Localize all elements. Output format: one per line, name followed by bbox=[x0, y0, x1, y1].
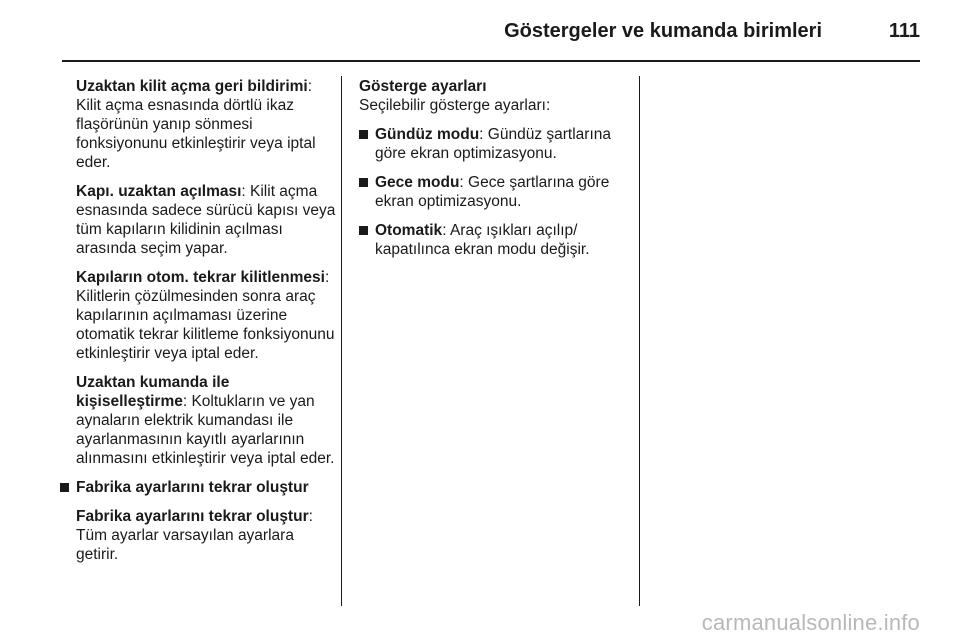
term: Uzaktan kumanda ile kişiselleştirme bbox=[76, 374, 230, 410]
page-number: 111 bbox=[888, 20, 920, 42]
column-divider-right bbox=[639, 76, 640, 606]
bullet-square-icon bbox=[60, 483, 69, 492]
bullet-item-factory-reset bbox=[60, 478, 338, 497]
header-title: Göstergeler ve kumanda birimleri bbox=[504, 20, 822, 42]
paragraph-factory-reset bbox=[76, 507, 338, 564]
term: Uzaktan kilit açma geri bildirimi bbox=[76, 78, 308, 95]
description: : Araç ışıkları açılıp/ kapatılınca ekran modu değişir. bbox=[375, 222, 590, 258]
left-column bbox=[76, 77, 338, 574]
description: : Kilitlerin çözülmesinden sonra araç kapılarının açılmaması üzerine otomatik tekrar kilitleme fonksiyonunu etkinleştirir veya iptal eder. bbox=[76, 269, 335, 362]
description: : Gündüz şartlarına göre ekran optimizasyonu. bbox=[375, 126, 611, 162]
description: : Gece şartlarına göre ekran optimizasyonu. bbox=[375, 174, 610, 210]
term: Kapı. uzaktan açılması bbox=[76, 183, 242, 200]
section-heading bbox=[359, 77, 629, 96]
bullet-item-day-mode bbox=[359, 125, 629, 163]
column-divider-left bbox=[341, 76, 342, 606]
section-intro: Seçilebilir gösterge ayarları: bbox=[359, 97, 551, 114]
bullet-square-icon bbox=[359, 178, 368, 187]
middle-column bbox=[359, 77, 629, 269]
term: Gece modu bbox=[375, 174, 460, 191]
bullet-label: Fabrika ayarlarını tekrar oluştur bbox=[76, 479, 309, 496]
paragraph-remote-personalization bbox=[76, 373, 338, 468]
bullet-item-night-mode bbox=[359, 173, 629, 211]
bullet-square-icon bbox=[359, 130, 368, 139]
paragraph-remote-unlock-feedback bbox=[76, 77, 338, 172]
description: : Kilit açma esnasında sadece sürücü kapısı veya tüm kapıların kilidinin açılması arasında seçim yapar. bbox=[76, 183, 336, 257]
paragraph-remote-door-unlock bbox=[76, 182, 338, 258]
section-heading-text: Gösterge ayarları bbox=[359, 78, 487, 95]
bullet-square-icon bbox=[359, 226, 368, 235]
term: Kapıların otom. tekrar kilitlenmesi bbox=[76, 269, 325, 286]
bullet-item-automatic bbox=[359, 221, 629, 259]
header-rule bbox=[62, 60, 920, 62]
description: : Tüm ayarlar varsayılan ayarlara getirir. bbox=[76, 508, 313, 563]
term: Otomatik bbox=[375, 222, 443, 239]
term: Fabrika ayarlarını tekrar oluştur bbox=[76, 508, 309, 525]
paragraph-auto-relock bbox=[76, 268, 338, 363]
description: : Koltukların ve yan aynaların elektrik kumandası ile ayarlanmasının kayıtlı ayarlarının alınmasını etkinleştirir veya iptal eder. bbox=[76, 393, 335, 467]
term: Gündüz modu bbox=[375, 126, 480, 143]
watermark: carmanualsonline.info bbox=[701, 610, 920, 635]
description: : Kilit açma esnasında dörtlü ikaz flaşörünün yanıp sönmesi fonksiyonunu etkinleştirir veya iptal eder. bbox=[76, 78, 316, 171]
